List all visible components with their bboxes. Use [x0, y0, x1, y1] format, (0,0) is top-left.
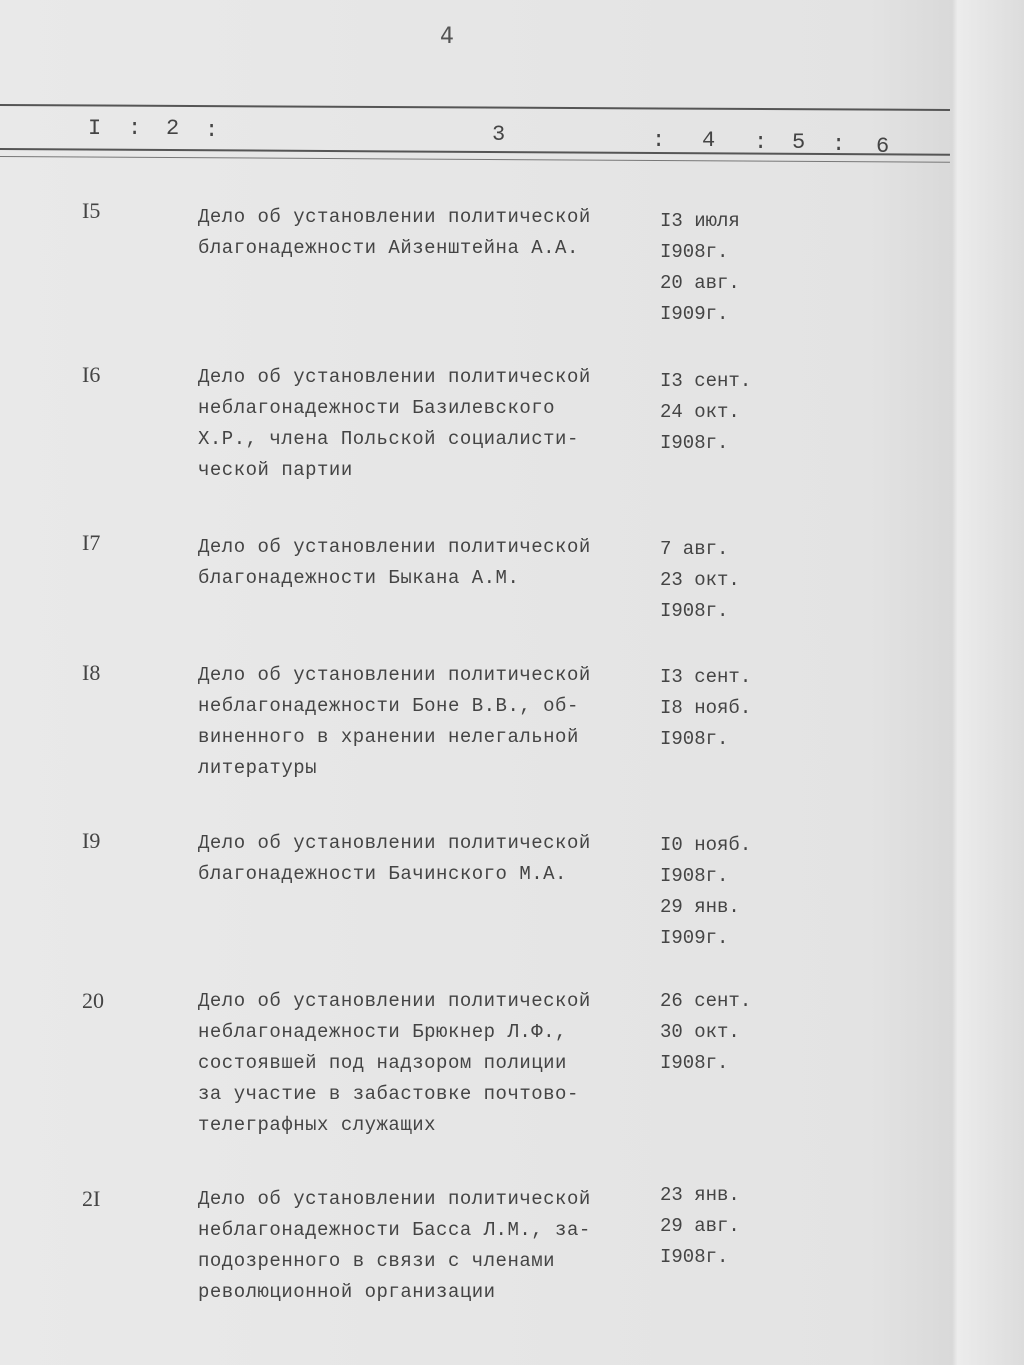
title-line: Дело об установлении политической — [198, 536, 591, 558]
title-line: Дело об установлении политической — [198, 366, 591, 388]
col-header-3: 3 — [492, 122, 506, 147]
date-line: I3 сент. — [660, 370, 752, 392]
entry-title — [198, 986, 648, 1141]
entry-number: I9 — [82, 828, 101, 853]
title-line: состоявшей под надзором полиции — [198, 1052, 567, 1074]
title-line: телеграфных служащих — [198, 1114, 437, 1136]
col-header-2: 2 — [166, 116, 180, 141]
entry-dates — [660, 1180, 780, 1273]
date-line: I908г. — [660, 728, 729, 750]
date-line: I908г. — [660, 1052, 729, 1074]
title-line: революционной организации — [198, 1281, 496, 1303]
col-separator: : — [832, 132, 846, 157]
date-line: 20 авг. — [660, 272, 740, 294]
date-line: I3 сент. — [660, 666, 752, 688]
title-line: виненного в хранении нелегальной — [198, 726, 579, 748]
date-line: 30 окт. — [660, 1021, 740, 1043]
entry-dates — [660, 830, 780, 954]
entry-title — [198, 660, 648, 784]
entry-title — [198, 532, 648, 594]
date-line: I908г. — [660, 865, 729, 887]
title-line: за участие в забастовке почтово- — [198, 1083, 579, 1105]
date-line: 24 окт. — [660, 401, 740, 423]
header-bottom-rule — [0, 148, 950, 156]
date-line: 29 янв. — [660, 896, 740, 918]
entry-number: I5 — [82, 198, 101, 223]
col-separator: : — [754, 130, 768, 155]
col-separator: : — [652, 128, 666, 153]
title-line: неблагонадежности Боне В.В., об- — [198, 695, 579, 717]
entry-title — [198, 828, 648, 890]
title-line: подозренного в связи с членами — [198, 1250, 556, 1272]
entry-dates — [660, 534, 780, 627]
col-header-5: 5 — [792, 130, 806, 155]
col-separator: : — [128, 116, 142, 141]
title-line: ческой партии — [198, 459, 353, 481]
entry-title — [198, 362, 648, 486]
date-line: I3 июля — [660, 210, 740, 232]
date-line: I908г. — [660, 600, 729, 622]
date-line: I909г. — [660, 303, 729, 325]
date-line: 23 окт. — [660, 569, 740, 591]
col-header-1: I — [88, 116, 102, 141]
entry-dates — [660, 206, 780, 330]
title-line: Дело об установлении политической — [198, 206, 591, 228]
title-line: неблагонадежности Базилевского — [198, 397, 556, 419]
col-header-4: 4 — [702, 128, 716, 153]
entry-dates — [660, 986, 780, 1079]
title-line: неблагонадежности Басса Л.М., за- — [198, 1219, 591, 1241]
title-line: благонадежности Быкана А.М. — [198, 567, 520, 589]
title-line: Дело об установлении политической — [198, 990, 591, 1012]
date-line: I908г. — [660, 1246, 729, 1268]
date-line: 29 авг. — [660, 1215, 740, 1237]
date-line: 26 сент. — [660, 990, 752, 1012]
title-line: литературы — [198, 757, 318, 779]
entry-number: I6 — [82, 362, 101, 387]
entry-number: 2I — [82, 1186, 101, 1211]
header-bottom-rule-2 — [0, 156, 950, 163]
title-line: Дело об установлении политической — [198, 832, 591, 854]
entry-title — [198, 202, 648, 264]
entry-number: I8 — [82, 660, 101, 685]
entry-dates — [660, 662, 780, 755]
col-header-6: 6 — [876, 134, 890, 159]
date-line: I908г. — [660, 432, 729, 454]
title-line: благонадежности Айзенштейна А.А. — [198, 237, 579, 259]
date-line: I908г. — [660, 241, 729, 263]
date-line: 7 авг. — [660, 538, 729, 560]
title-line: Дело об установлении политической — [198, 1188, 591, 1210]
date-line: 23 янв. — [660, 1184, 740, 1206]
date-line: I8 нояб. — [660, 697, 752, 719]
title-line: неблагонадежности Брюкнер Л.Ф., — [198, 1021, 567, 1043]
header-top-rule — [0, 104, 950, 111]
col-separator: : — [205, 118, 219, 143]
entry-number: I7 — [82, 530, 101, 555]
title-line: благонадежности Бачинского М.А. — [198, 863, 567, 885]
entry-title — [198, 1184, 648, 1308]
entry-dates — [660, 366, 780, 459]
page-number: 4 — [440, 24, 454, 49]
title-line: Дело об установлении политической — [198, 664, 591, 686]
date-line: I909г. — [660, 927, 729, 949]
title-line: Х.Р., члена Польской социалисти- — [198, 428, 579, 450]
entry-number: 20 — [82, 988, 104, 1013]
date-line: I0 нояб. — [660, 834, 752, 856]
